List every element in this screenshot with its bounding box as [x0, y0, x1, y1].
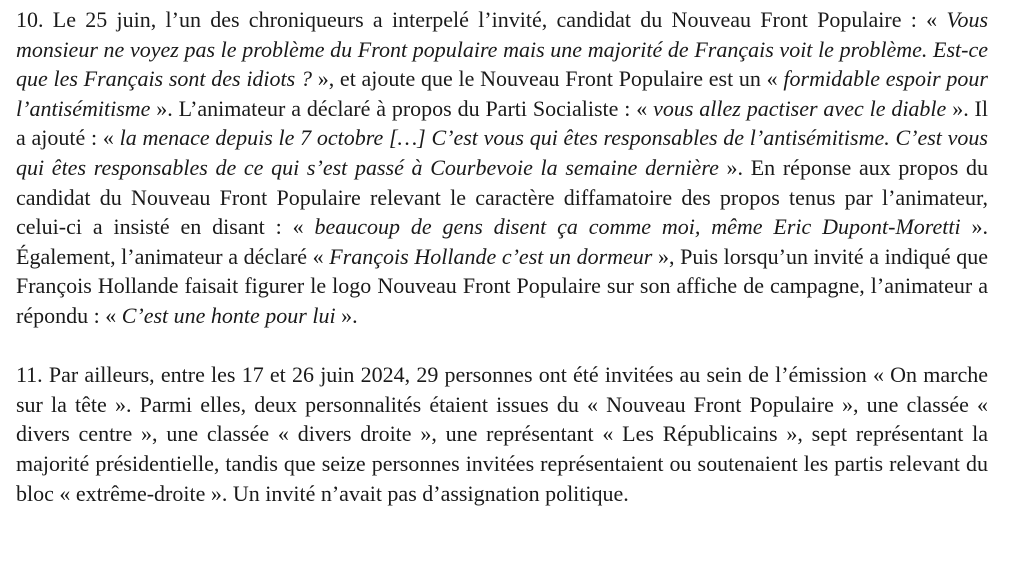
quote-segment: beaucoup de gens disent ça comme moi, même Eric Dupont-Moretti — [314, 214, 961, 240]
text-segment: Par ailleurs, entre les 17 et 26 juin 2024, 29 personnes ont été invitées au sein de l’émission « On marche sur la tête ». Parmi elles, deux personnalités étaient issues du « Nouveau Front Populaire », une classée « divers centre », une classée « divers droite », une représentant « Les Républicains », sept représentant la majorité présidentielle, tandis que seize personnes invitées représentaient ou soutenaient les partis relevant du bloc « extrême-droite ». Un invité n’avait pas d’assignation politique. — [16, 362, 988, 506]
text-segment: Le 25 juin, l’un des chroniqueurs a interpelé l’invité, candidat du Nouveau Front Populaire : « — [43, 7, 947, 32]
paragraph-10 — [16, 5, 988, 331]
quote-segment: la menace depuis le 7 octobre […] C’est vous qui êtes responsables de l’antisémitisme. C’est vous qui êtes responsables de ce qui s’est passé à Courbevoie la semaine dernière — [16, 125, 988, 180]
text-segment: ». — [335, 302, 358, 328]
quote-segment: C’est une honte pour lui — [121, 302, 336, 328]
text-segment: ». L’animateur a déclaré à propos du Parti Socialiste : « — [150, 95, 654, 121]
paragraph-number: 10. — [16, 7, 44, 32]
text-segment: ». Il a ajouté : « — [16, 95, 988, 151]
text-segment: », Puis lorsqu’un invité a indiqué que François Hollande faisait figurer le logo Nouveau Front Populaire sur son affiche de campagne, l’animateur a répondu : « — [16, 243, 989, 328]
quote-segment: François Hollande c’est un dormeur — [329, 243, 653, 269]
document-page — [16, 5, 988, 508]
quote-segment: vous allez pactiser avec le diable — [653, 95, 947, 121]
text-segment: ». En réponse aux propos du candidat du Nouveau Front Populaire relevant le caractère diffamatoire des propos tenus par l’animateur, celui-ci a insisté en disant : « — [16, 154, 988, 240]
paragraph-11 — [16, 360, 988, 508]
quote-segment: formidable espoir pour l’antisémitisme — [16, 66, 988, 121]
text-segment: ». Également, l’animateur a déclaré « — [16, 214, 989, 269]
quote-segment: Vous monsieur ne voyez pas le problème du Front populaire mais une majorité de Français voit le problème. Est-ce que les Français sont des idiots ? — [16, 7, 988, 92]
text-segment: », et ajoute que le Nouveau Front Populaire est un « — [311, 66, 784, 92]
paragraph-number: 11. — [16, 362, 43, 388]
